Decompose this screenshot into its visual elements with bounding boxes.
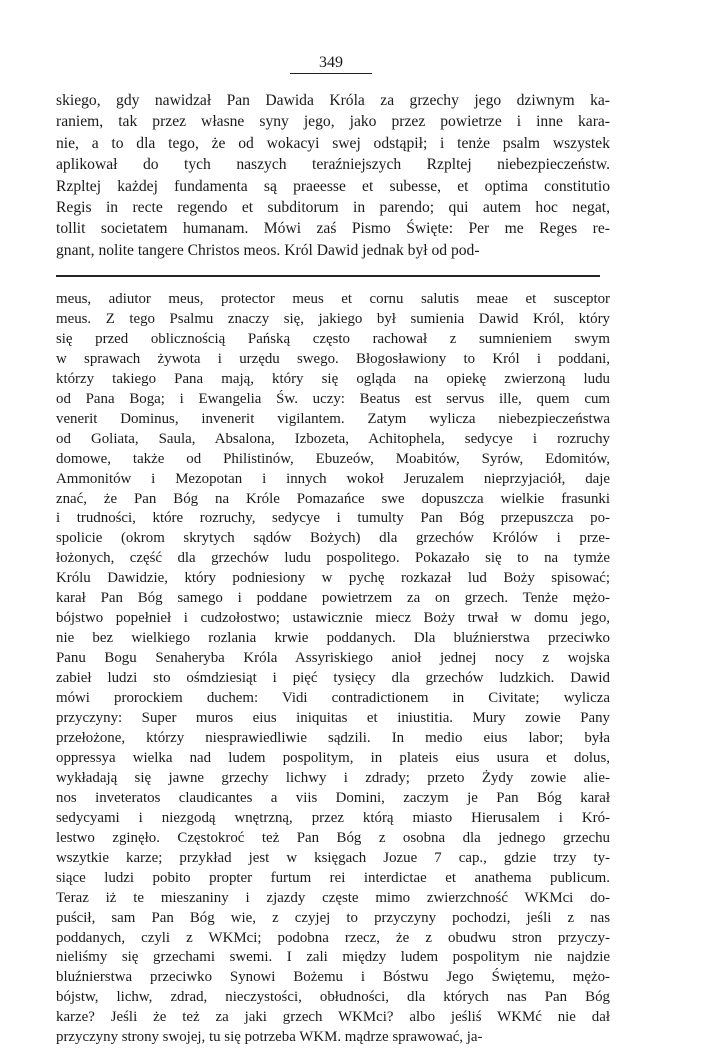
footnote-line: venerit Dominus, invenerit vigilantem. Zatym wylicza niebezpieczeństwa: [56, 410, 610, 427]
footnote-line: od Goliata, Saula, Absalona, Izbozeta, Achitophela, sedycye i rozruchy: [56, 430, 610, 447]
footnote-line: od Pana Boga; i Ewangelia Św. uczy: Beatus est servus ille, quem cum: [56, 390, 610, 407]
footnote-line: poddanych, czyli z WKMci; podobna rzecz, że z obudwu stron przyczy-: [56, 929, 610, 946]
main-text-line: aplikował do tych naszych teraźniejszych Rzpltej niebezpieczeństw.: [56, 156, 610, 174]
page-number: 349: [290, 54, 372, 74]
footnote-line: domowe, także od Philistinów, Ebuzeów, Moabitów, Syrów, Edomitów,: [56, 450, 610, 467]
footnote-line: oppressya wielka nad ludem pospolitym, in plateis eius usura et dolus,: [56, 749, 610, 766]
footnote-line: bójstw, lichw, zdrad, nieczystości, obłudności, dla których nas Pan Bóg: [56, 989, 610, 1006]
main-text-line: nie, a to dla tego, że od wokacyi swej odstąpił; i tenże psalm wszystek: [56, 134, 610, 152]
footnote-line: Ammonitów i Mezopotan i innych wokoł Jeruzalem nieprzyjaciół, daje: [56, 470, 610, 487]
footnote-line: nieliśmy się grzechami swemi. I zali między ludem pospolitym nie najdzie: [56, 949, 610, 966]
footnote-separator: [56, 275, 600, 277]
footnote-line: mówi prorockiem duchem: Vidi contradictionem in Civitate; wylicza: [56, 690, 610, 707]
footnote-line: i trudności, które rozruchy, sedycye i tumulty Pan Bóg przepuszcza po-: [56, 510, 610, 527]
footnote-line: siące ludzi pobito propter furtum rei interdictae et anathema publicum.: [56, 869, 610, 886]
footnote-line: przełożone, którzy niesprawiedliwie sądzili. In medio eius labor; była: [56, 729, 610, 746]
footnote-line: spolicie (okrom skrytych sądów Bożych) dla grzechów Królów i prze-: [56, 530, 610, 547]
footnote-line: w sprawach żywota i urzędu swego. Błogosławiony to Król i poddani,: [56, 350, 610, 367]
footnote-line: meus. Z tego Psalmu znaczy się, jakiego był sumienia Dawid Król, który: [56, 310, 610, 327]
footnote-line: łożonych, część dla grzechów ludu pospolitego. Pokazało się to na tymże: [56, 550, 610, 567]
footnote-line: zabieł ludzi sto ośmdziesiąt i pięć tysięcy dla grzechów ludzkich. Dawid: [56, 670, 610, 687]
footnote-line: Teraz iż te mieszaniny i zjazdy częste mimo zwierzchność WKMci do-: [56, 889, 610, 906]
footnote-line: wszytkie karze; przykład jest w księgach Jozue 7 cap., gdzie trzy ty-: [56, 849, 610, 866]
footnote-line: bluźnierstwa przeciwko Synowi Bożemu i Bóstwu Jego Świętemu, mężo-: [56, 969, 610, 986]
footnote-line: lestwo zginęło. Częstokroć też Pan Bóg z osobna dla jednego grzechu: [56, 829, 610, 846]
footnote-line: nie bez wielkiego rozlania krwie poddanych. Dla bluźnierstwa przeciwko: [56, 630, 610, 647]
footnote-line: sedycyami i niezgodą wnętrzną, przez którą miasto Hierusalem i Kró-: [56, 809, 610, 826]
footnote-line: puścił, sam Pan Bóg wie, z czyjej to przyczyny pochodzi, jeśli z nas: [56, 909, 610, 926]
footnote-line: znać, że Pan Bóg na Króle Pomazańce swe dopuszcza wielkie frasunki: [56, 490, 610, 507]
main-text-line: skiego, gdy nawidzał Pan Dawida Króla za grzechy jego dziwnym ka-: [56, 92, 610, 109]
footnote-line: którzy takiego Pana mają, który się ogląda na opiekę zwierzoną ludu: [56, 370, 610, 387]
footnote-line: karał Pan Bóg samego i poddane powietrzem za on grzech. Tenże mężo-: [56, 590, 610, 607]
main-text-line: Regis in recte regendo et subditorum in parendo; qui autem hoc negat,: [56, 199, 610, 217]
footnote-line: nos inveteratos claudicantes a viis Domini, zaczym je Pan Bóg karał: [56, 789, 610, 806]
footnote-line: bójstwo popełnieł i cudzołostwo; ustawicznie miecz Boży trwał w domu jego,: [56, 610, 610, 627]
footnote-line: się przed oblicznością Pańską często rachował z sumnieniem swym: [56, 330, 610, 347]
footnote-line: wykładają się jawne grzechy lichwy i zdrady; przeto Żydy zowie alie-: [56, 769, 610, 786]
footnote-line: karze? Jeśli że też za jaki grzech WKMci? albo jeśliś WKMć nie dał: [56, 1009, 610, 1026]
main-text-line: Rzpltej każdej fundamenta są praeesse et subesse, et optima constitutio: [56, 177, 610, 195]
main-text-line: gnant, nolite tangere Christos meos. Król Dawid jednak był od pod-: [56, 241, 480, 259]
footnote-line: meus, adiutor meus, protector meus et cornu salutis meae et susceptor: [56, 291, 610, 307]
footnote-line: przyczyny: Super muros eius iniquitas et iniustitia. Mury zowie Pany: [56, 710, 610, 727]
footnote-text: [56, 290, 610, 1048]
footnote-line: Królu Dawidzie, który podniesiony w pychę rozkazał lud Boży spisować;: [56, 570, 610, 587]
main-text-line: raniem, tak przez własne syny jego, jako przez powietrze i inne kara-: [56, 113, 610, 131]
main-text: [56, 90, 610, 261]
main-text-line: tollit societatem humanam. Mówi zaś Pismo Święte: Per me Reges re-: [56, 220, 610, 238]
footnote-line: Panu Bogu Senaheryba Króla Assyriskiego anioł jednej nocy z wojska: [56, 650, 610, 667]
footnote-line: przyczyny strony swojej, tu się potrzeba WKM. mądrze sprawować, ja-: [56, 1029, 483, 1046]
